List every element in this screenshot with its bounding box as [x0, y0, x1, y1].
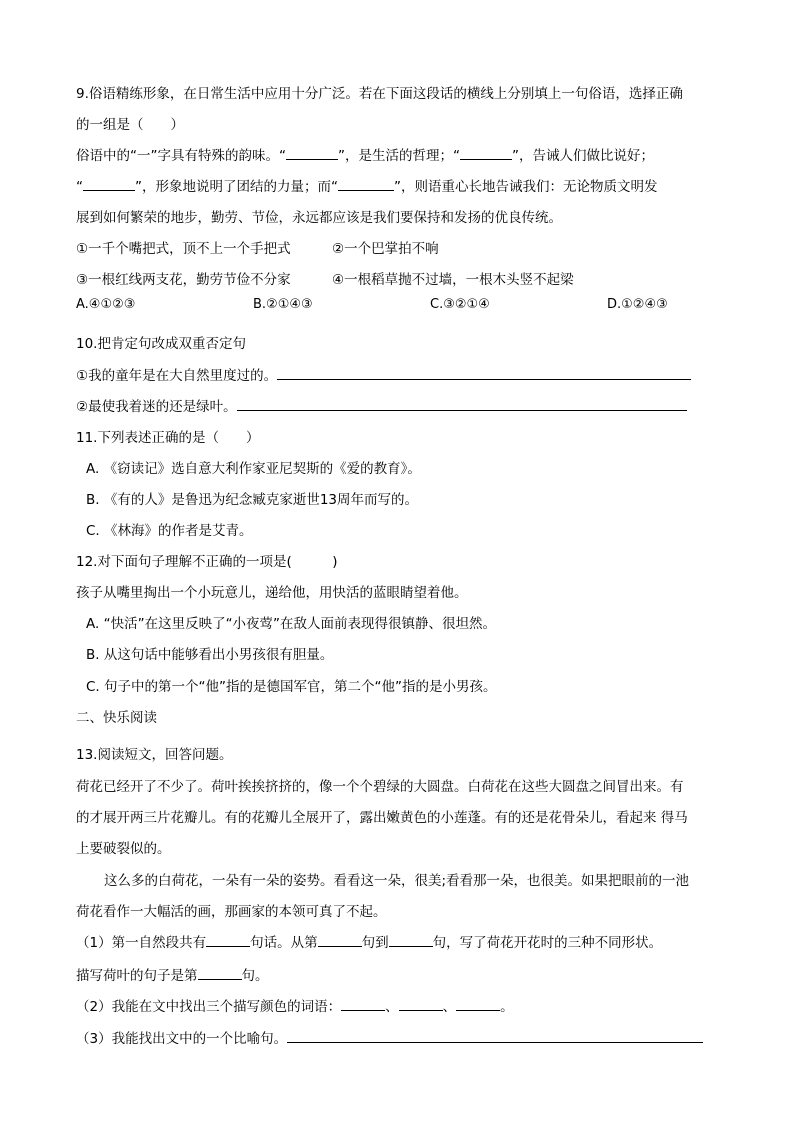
- passage-line: 荷花已经开了不少了。荷叶挨挨挤挤的，像一个个碧绿的大圆盘。白荷花在这些大圆盘之间冒出来。有: [76, 779, 684, 795]
- saying-4: ④一根稻草抛不过墙，一根木头竖不起梁: [332, 272, 574, 288]
- q12-stem: 12.对下面句子理解不正确的一项是( ): [76, 554, 338, 570]
- q12-option-c[interactable]: C. 句子中的第一个“他”指的是德国军官，第二个“他”指的是小男孩。: [86, 679, 497, 695]
- answer-line[interactable]: [287, 1030, 703, 1043]
- text: ①我的童年是在大自然里度过的。: [76, 368, 278, 384]
- q9-passage: [76, 147, 654, 165]
- text: 、: [385, 999, 399, 1015]
- q9-stem-cont: 的一组是（ ）: [76, 117, 184, 133]
- text: 俗语中的“一”字具有特殊的韵味。“: [76, 148, 286, 164]
- text: （1）第一自然段共有: [76, 935, 207, 951]
- passage-line: 荷花看作一大幅活的画，那画家的本领可真了不起。: [76, 904, 387, 920]
- text: “: [76, 179, 83, 195]
- text: ”，则语重心长地告诫我们：无论物质文明发: [394, 179, 658, 195]
- text: 、: [442, 999, 457, 1015]
- q13-sub1-cont: [76, 967, 269, 985]
- blank[interactable]: [198, 967, 242, 980]
- text: 句，写了荷花开花时的三种不同形状。: [432, 935, 663, 951]
- blank[interactable]: [286, 147, 338, 160]
- blank[interactable]: [399, 998, 443, 1011]
- text: 。: [500, 999, 514, 1015]
- text: ”，告诫人们做比说好；: [511, 148, 654, 164]
- text: （2）我能在文中找出三个描写颜色的词语：: [76, 999, 342, 1015]
- text: 句到: [361, 935, 389, 951]
- q10-a: [76, 367, 691, 385]
- text: 描写荷叶的句子是第: [76, 968, 198, 984]
- saying-1: ①一千个嘴把式，顶不上一个手把式: [76, 241, 291, 257]
- option-c[interactable]: C.③②①④: [430, 297, 490, 312]
- q12-text: 孩子从嘴里掏出一个小玩意儿，递给他，用快活的蓝眼睛望着他。: [76, 585, 468, 601]
- blank[interactable]: [206, 934, 250, 947]
- q12-option-b[interactable]: B. 从这句话中能够看出小男孩很有胆量。: [86, 647, 334, 663]
- text: ②最使我着迷的还是绿叶。: [76, 399, 237, 415]
- q10-stem: 10.把肯定句改成双重否定句: [76, 336, 246, 352]
- blank[interactable]: [460, 147, 512, 160]
- q12-option-a[interactable]: A. “快活”在这里反映了“小夜莺”在敌人面前表现得很镇静、很坦然。: [86, 616, 497, 632]
- blank[interactable]: [341, 998, 385, 1011]
- q11-option-c[interactable]: C. 《林海》的作者是艾青。: [86, 523, 253, 539]
- saying-2: ②一个巴掌拍不响: [332, 241, 439, 257]
- text: （3）我能找出文中的一个比喻句。: [76, 1031, 288, 1047]
- section-heading: 二、快乐阅读: [76, 710, 157, 726]
- passage-line: 上要破裂似的。: [76, 841, 171, 857]
- option-d[interactable]: D.①②④③: [607, 297, 668, 312]
- q11-option-b[interactable]: B. 《有的人》是鲁迅为纪念臧克家逝世13周年而写的。: [86, 492, 419, 508]
- option-b[interactable]: B.②①④③: [253, 297, 313, 312]
- passage-line: 的才展开两三片花瓣儿。有的花瓣儿全展开了，露出嫩黄色的小莲蓬。有的还是花骨朵儿，看起来 得马: [76, 810, 688, 826]
- blank[interactable]: [338, 178, 394, 191]
- option-a[interactable]: A.④①②③: [76, 297, 136, 312]
- q11-stem: 11.下列表述正确的是（ ）: [76, 430, 260, 446]
- blank[interactable]: [456, 998, 500, 1011]
- answer-line[interactable]: [237, 398, 687, 411]
- passage-line: 这么多的白荷花，一朵有一朵的姿势。看看这一朵，很美;看看那一朵，也很美。如果把眼前的一池: [104, 873, 690, 889]
- q9-passage: [76, 178, 658, 196]
- q13-sub3: [76, 1030, 703, 1048]
- blank[interactable]: [83, 178, 135, 191]
- q13-sub2: [76, 998, 514, 1016]
- text: ”，形象地说明了团结的力量；而“: [135, 179, 338, 195]
- q9-stem: 9.俗语精练形象，在日常生活中应用十分广泛。若在下面这段话的横线上分别填上一句俗语，选择正确: [76, 86, 683, 102]
- q9-passage: 展到如何繁荣的地步，勤劳、节俭，永远都应该是我们要保持和发扬的优良传统。: [76, 210, 562, 226]
- q10-b: [76, 398, 687, 416]
- blank[interactable]: [389, 934, 433, 947]
- text: 句话。从第: [250, 935, 318, 951]
- q13-sub1: [76, 934, 662, 952]
- text: 句。: [241, 968, 269, 984]
- q11-option-a[interactable]: A. 《窃读记》选自意大利作家亚尼契斯的《爱的教育》。: [86, 461, 421, 477]
- q13-stem: 13.阅读短文，回答问题。: [76, 747, 233, 763]
- blank[interactable]: [318, 934, 362, 947]
- answer-line[interactable]: [277, 367, 691, 380]
- saying-3: ③一根红线两支花，勤劳节俭不分家: [76, 272, 291, 288]
- text: ”，是生活的哲理；“: [337, 148, 460, 164]
